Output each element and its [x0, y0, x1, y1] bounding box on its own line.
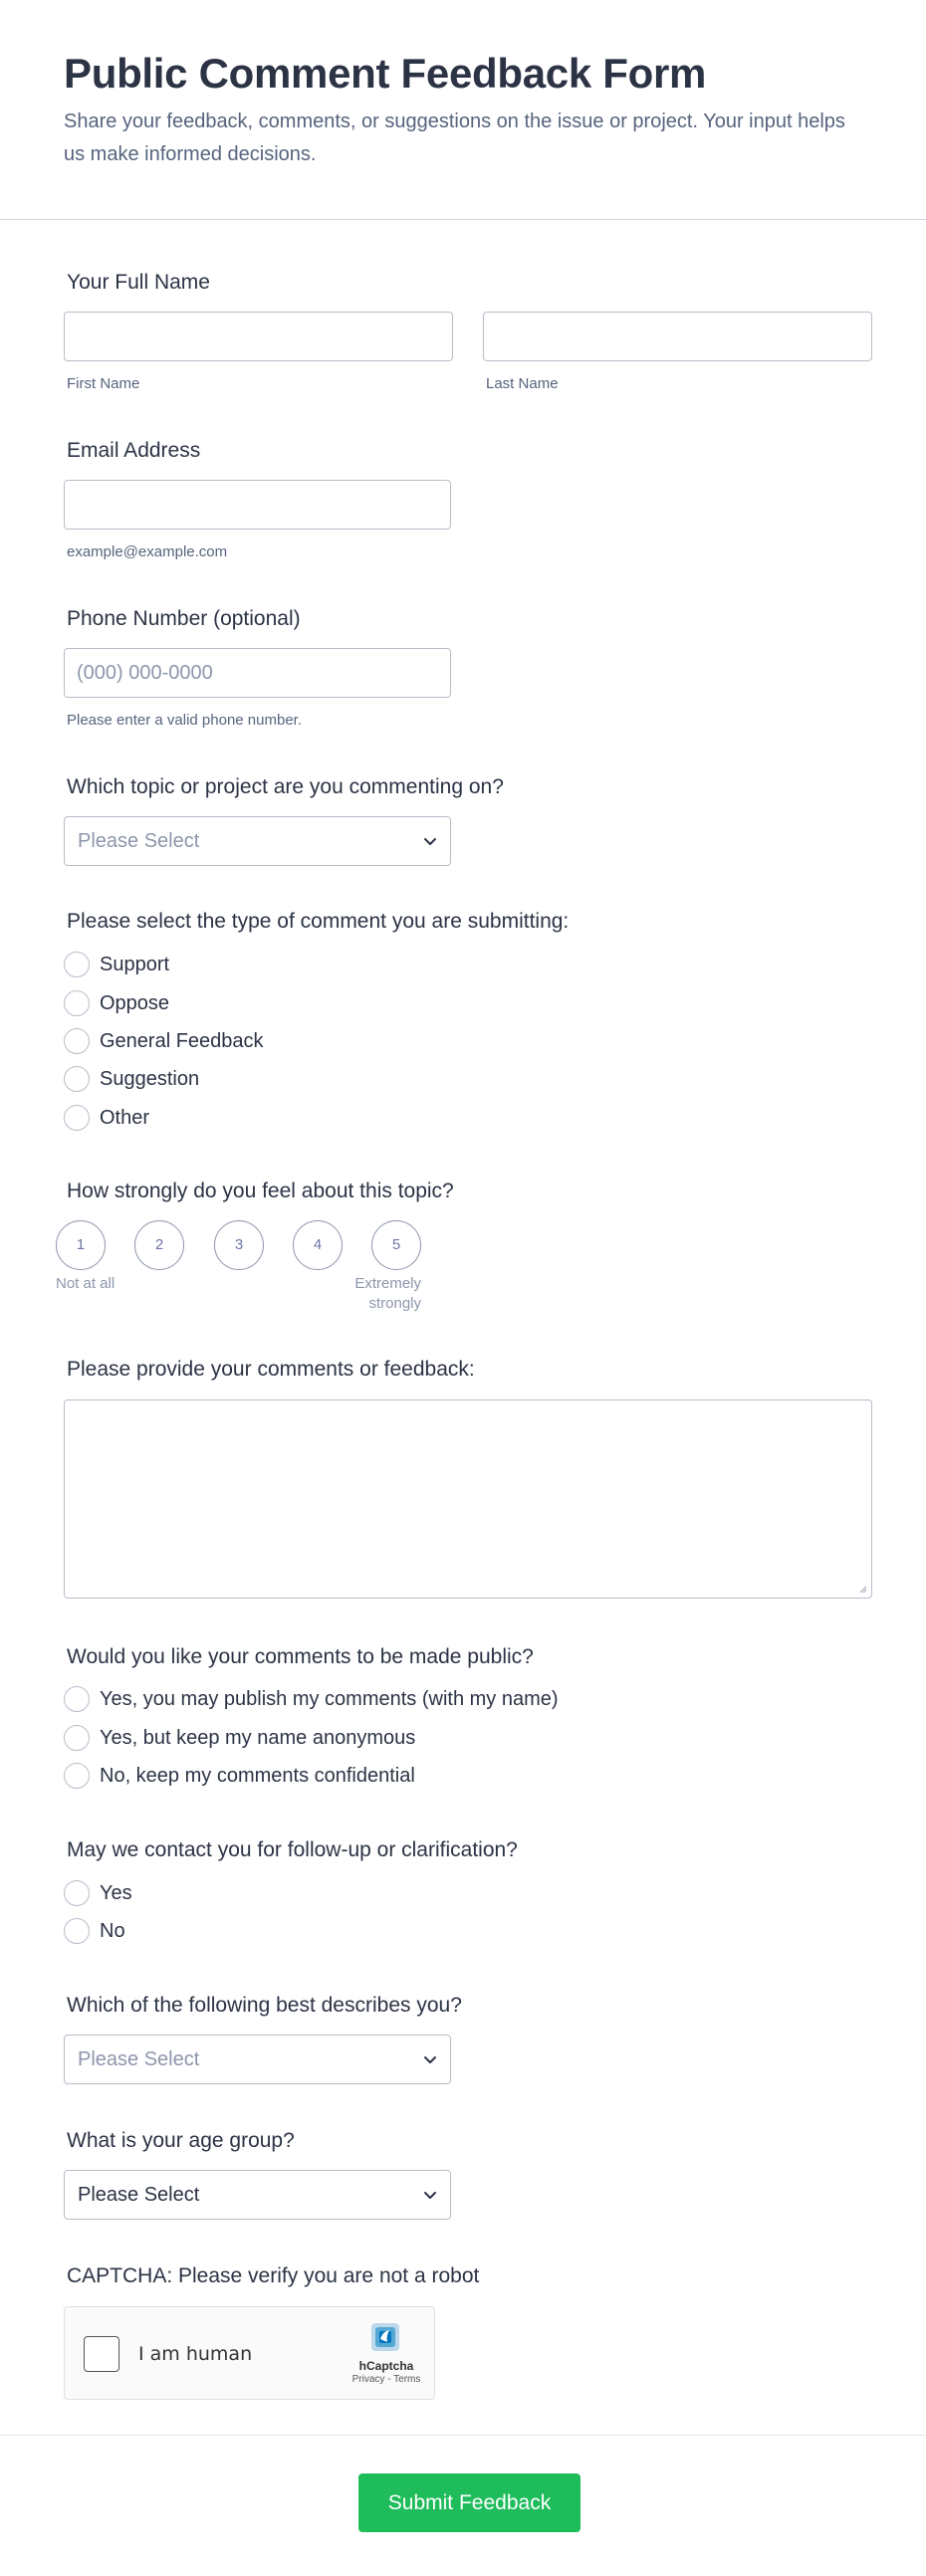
scale-high-label-line2: strongly	[368, 1295, 421, 1312]
radio-label: Yes	[100, 1881, 132, 1904]
footer-divider	[0, 2435, 926, 2436]
radio-general-feedback[interactable]	[64, 1027, 264, 1055]
scale-option-1[interactable]: 1	[56, 1220, 106, 1270]
last-name-sublabel: Last Name	[486, 375, 559, 392]
radio-oppose[interactable]	[64, 989, 169, 1017]
scale-high-label-line1: Extremely	[354, 1275, 421, 1292]
page-subtitle: Share your feedback, comments, or suggestions on the issue or project. Your input helps us make informed decisions.	[64, 110, 845, 165]
radio-button[interactable]	[64, 1725, 90, 1751]
public-label: Would you like your comments to be made public?	[67, 1645, 534, 1668]
topic-select-value: Please Select	[78, 830, 200, 852]
email-sublabel: example@example.com	[67, 543, 228, 560]
contact-label: May we contact you for follow-up or clarification?	[67, 1838, 518, 1861]
scale-option-2[interactable]: 2	[134, 1220, 184, 1270]
hcaptcha-logo-icon	[365, 2317, 405, 2357]
captcha-brand: hCaptcha	[358, 2359, 414, 2373]
last-name-input[interactable]	[483, 312, 872, 361]
scale-option-4[interactable]: 4	[293, 1220, 343, 1270]
radio-label: General Feedback	[100, 1029, 264, 1052]
radio-publish-with-name[interactable]	[64, 1685, 559, 1713]
describes-select-value: Please Select	[78, 2048, 200, 2070]
age-select-value: Please Select	[78, 2184, 200, 2206]
submit-button[interactable]: Submit Feedback	[358, 2473, 580, 2532]
radio-label: Suggestion	[100, 1067, 200, 1090]
radio-button[interactable]	[64, 1686, 90, 1712]
radio-label: Support	[100, 953, 170, 975]
first-name-sublabel: First Name	[67, 375, 140, 392]
scale-option-3[interactable]: 3	[214, 1220, 264, 1270]
chevron-down-icon	[423, 2052, 437, 2066]
radio-button[interactable]	[64, 1105, 90, 1131]
chevron-down-icon	[423, 834, 437, 848]
strength-label: How strongly do you feel about this topic?	[67, 1180, 454, 1202]
topic-label: Which topic or project are you commenting on?	[67, 775, 504, 798]
radio-label: No	[100, 1919, 125, 1942]
age-label: What is your age group?	[67, 2129, 295, 2152]
radio-button[interactable]	[64, 1066, 90, 1092]
radio-anonymous[interactable]	[64, 1724, 415, 1752]
captcha-checkbox[interactable]	[84, 2336, 119, 2372]
phone-label: Phone Number (optional)	[67, 607, 301, 630]
comments-label: Please provide your comments or feedback:	[67, 1358, 475, 1381]
radio-suggestion[interactable]	[64, 1065, 199, 1093]
topic-select[interactable]	[64, 816, 451, 866]
captcha-label: CAPTCHA: Please verify you are not a robot	[67, 2264, 480, 2287]
chevron-down-icon	[423, 2188, 437, 2202]
radio-button[interactable]	[64, 1880, 90, 1906]
phone-sublabel: Please enter a valid phone number.	[67, 712, 302, 729]
radio-other[interactable]	[64, 1104, 149, 1132]
email-field[interactable]	[64, 480, 451, 530]
radio-button[interactable]	[64, 990, 90, 1016]
captcha-checkbox-label: I am human	[138, 2343, 253, 2365]
radio-label: Other	[100, 1106, 150, 1129]
radio-button[interactable]	[64, 1918, 90, 1944]
scale-high-label	[322, 1274, 421, 1314]
radio-label: Yes, but keep my name anonymous	[100, 1726, 416, 1749]
describes-select[interactable]	[64, 2035, 451, 2084]
scale-option-5[interactable]: 5	[371, 1220, 421, 1270]
scale-low-label: Not at all	[56, 1275, 116, 1292]
radio-confidential[interactable]	[64, 1762, 415, 1790]
radio-button[interactable]	[64, 1028, 90, 1054]
first-name-input[interactable]	[64, 312, 453, 361]
captcha-widget	[64, 2306, 435, 2400]
radio-contact-no[interactable]	[64, 1917, 125, 1945]
phone-input[interactable]	[64, 648, 451, 698]
radio-support[interactable]	[64, 951, 169, 978]
email-label: Email Address	[67, 439, 201, 462]
radio-label: No, keep my comments confidential	[100, 1764, 415, 1787]
radio-button[interactable]	[64, 952, 90, 977]
radio-label: Oppose	[100, 991, 170, 1014]
captcha-links[interactable]: Privacy - Terms	[351, 2374, 421, 2385]
radio-contact-yes[interactable]	[64, 1879, 132, 1907]
resize-grip-icon[interactable]	[857, 1584, 867, 1594]
form-header	[0, 0, 926, 220]
radio-label: Yes, you may publish my comments (with my name)	[100, 1687, 559, 1710]
describes-label: Which of the following best describes you?	[67, 1994, 462, 2017]
page-title: Public Comment Feedback Form	[64, 50, 707, 97]
comment-type-label: Please select the type of comment you are submitting:	[67, 910, 570, 933]
full-name-label: Your Full Name	[67, 271, 210, 294]
age-select[interactable]	[64, 2170, 451, 2220]
comments-textarea[interactable]	[64, 1399, 872, 1599]
radio-button[interactable]	[64, 1763, 90, 1789]
